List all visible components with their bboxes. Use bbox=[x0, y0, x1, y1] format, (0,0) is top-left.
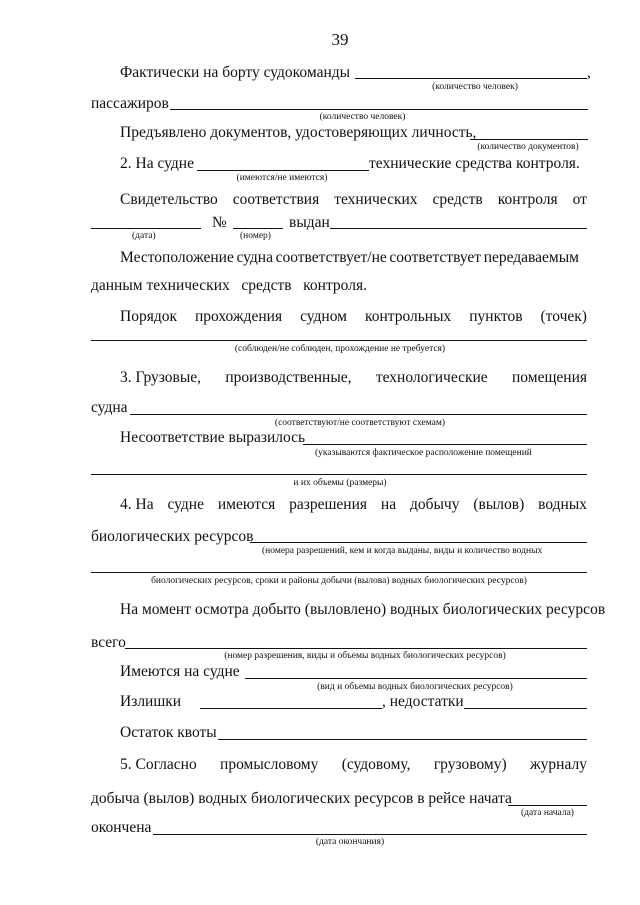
cert-word: соответствия bbox=[232, 191, 320, 208]
passengers-hint: (количество человек) bbox=[319, 112, 406, 122]
catch-start-blank-line[interactable] bbox=[508, 805, 587, 806]
p3-line bbox=[120, 369, 587, 387]
id-docs-blank-line[interactable] bbox=[470, 139, 588, 140]
p3-word: технологические bbox=[375, 369, 488, 386]
onboard-blank-line[interactable] bbox=[245, 678, 587, 679]
p3-word: 3. Грузовые, bbox=[120, 369, 202, 386]
order-word: Порядок bbox=[120, 308, 177, 325]
cert-word: контроля bbox=[497, 191, 558, 208]
location-word: соответствует/не bbox=[275, 249, 387, 266]
p4-word: водных bbox=[538, 496, 587, 513]
crew-comma: , bbox=[587, 64, 591, 81]
order-word: (точек) bbox=[540, 308, 587, 325]
p2-hint: (имеются/не имеются) bbox=[236, 173, 328, 183]
p4-word: разрешения bbox=[289, 496, 368, 513]
cert-date-hint: (дата) bbox=[132, 231, 156, 241]
p3-word: помещения bbox=[512, 369, 587, 386]
order-line bbox=[120, 308, 587, 326]
location-word: судна bbox=[236, 249, 273, 266]
cert-word: технических bbox=[334, 191, 418, 208]
order-hint: (соблюден/не соблюден, прохождение не требуется) bbox=[234, 344, 446, 354]
cert-date-line[interactable] bbox=[91, 228, 201, 229]
p4-word: добычу bbox=[410, 496, 460, 513]
cert-issued-line[interactable] bbox=[330, 228, 587, 229]
p4-word: имеются bbox=[217, 496, 276, 513]
p4-word: на bbox=[380, 496, 397, 513]
location-line-2: данным технических средств контроля. bbox=[91, 277, 367, 294]
id-docs-label: Предъявлено документов, удостоверяющих личность, bbox=[120, 124, 477, 141]
volume-blank-line[interactable] bbox=[91, 474, 587, 475]
resources-hint-2: биологических ресурсов, сроки и районы добычи (вылова) водных биологических ресурсов) bbox=[151, 576, 527, 586]
surplus-label: Излишки bbox=[120, 693, 182, 710]
shortage-blank-line[interactable] bbox=[464, 708, 587, 709]
vessel-label: судна bbox=[91, 399, 128, 416]
mismatch-blank-line[interactable] bbox=[303, 444, 587, 445]
cert-word: средств bbox=[432, 191, 483, 208]
p5-word: (судовому, bbox=[341, 756, 411, 773]
resources-label: биологических ресурсов bbox=[91, 528, 254, 545]
p5-word: журналу bbox=[529, 756, 587, 773]
p5-word: грузовому) bbox=[433, 756, 507, 773]
p2-end: технические средства контроля. bbox=[369, 155, 580, 172]
crew-label: Фактически на борту судокоманды bbox=[120, 64, 351, 81]
quota-blank-line[interactable] bbox=[218, 739, 587, 740]
cert-issued: выдан bbox=[289, 214, 330, 231]
crew-hint: (количество человек) bbox=[432, 82, 518, 92]
location-word: соответствует bbox=[389, 249, 482, 266]
location-word: Местоположение bbox=[120, 249, 234, 266]
p5-word: 5. Согласно bbox=[120, 756, 197, 773]
p4-word: 4. На bbox=[120, 496, 154, 513]
ended-hint: (дата окончания) bbox=[315, 837, 385, 847]
resources-blank-line-2[interactable] bbox=[91, 572, 587, 573]
surplus-blank-line[interactable] bbox=[200, 708, 382, 709]
catch-start-label: добыча (вылов) водных биологических ресурсов в рейсе начата bbox=[91, 790, 512, 807]
p4-line bbox=[120, 496, 587, 514]
shortage-label: , недостатки bbox=[382, 693, 464, 710]
catch-start-hint: (дата начала) bbox=[521, 808, 574, 818]
page-number: 39 bbox=[331, 30, 349, 49]
order-blank-line[interactable] bbox=[91, 340, 587, 341]
cert-number-sign: № bbox=[212, 214, 227, 231]
total-label: всего bbox=[91, 634, 126, 651]
quota-label: Остаток квоты bbox=[120, 724, 217, 741]
ended-blank-line[interactable] bbox=[153, 834, 587, 835]
cert-number-line[interactable] bbox=[233, 228, 283, 229]
mismatch-label: Несоответствие выразилось bbox=[120, 429, 306, 446]
location-word: передаваемым bbox=[483, 249, 579, 266]
cert-number-hint: (номер) bbox=[240, 231, 271, 241]
onboard-hint: (вид и объемы водных биологических ресурсов) bbox=[317, 682, 513, 692]
inspection-label: На момент осмотра добыто (выловлено) водных биологических ресурсов bbox=[120, 601, 606, 618]
order-word: прохождения bbox=[194, 308, 283, 325]
vessel-blank-line[interactable] bbox=[130, 414, 587, 415]
p4-word: судне bbox=[167, 496, 204, 513]
p5-word: промысловому bbox=[220, 756, 319, 773]
total-hint: (номер разрешения, виды и объемы водных биологических ресурсов) bbox=[224, 651, 506, 661]
p4-word: (вылов) bbox=[473, 496, 525, 513]
order-word: контрольных bbox=[364, 308, 452, 325]
volume-hint: и их объемы (размеры) bbox=[293, 478, 387, 488]
p2-blank-line[interactable] bbox=[197, 170, 369, 171]
crew-blank-line[interactable] bbox=[355, 78, 587, 79]
p2-start: 2. На судне bbox=[120, 155, 194, 172]
cert-word: от bbox=[572, 191, 587, 208]
resources-blank-line[interactable] bbox=[250, 542, 587, 543]
cert-word: Свидетельство bbox=[120, 191, 218, 208]
resources-hint: (номера разрешений, кем и когда выданы, виды и количество водных bbox=[262, 546, 543, 556]
order-word: судном bbox=[300, 308, 347, 325]
p5-line bbox=[120, 756, 587, 774]
id-docs-hint: (количество документов) bbox=[477, 142, 579, 152]
certificate-line bbox=[120, 191, 587, 209]
passengers-blank-line[interactable] bbox=[170, 109, 588, 110]
passengers-label: пассажиров bbox=[91, 95, 169, 112]
mismatch-hint: (указываются фактическое расположение помещений bbox=[315, 448, 532, 458]
ended-label: окончена bbox=[91, 819, 152, 836]
onboard-label: Имеются на судне bbox=[120, 663, 240, 680]
vessel-hint: (соответствуют/не соответствуют схемам) bbox=[274, 418, 446, 428]
order-word: пунктов bbox=[469, 308, 523, 325]
total-blank-line[interactable] bbox=[125, 648, 587, 649]
location-line bbox=[120, 249, 579, 267]
p3-word: производственные, bbox=[225, 369, 352, 386]
